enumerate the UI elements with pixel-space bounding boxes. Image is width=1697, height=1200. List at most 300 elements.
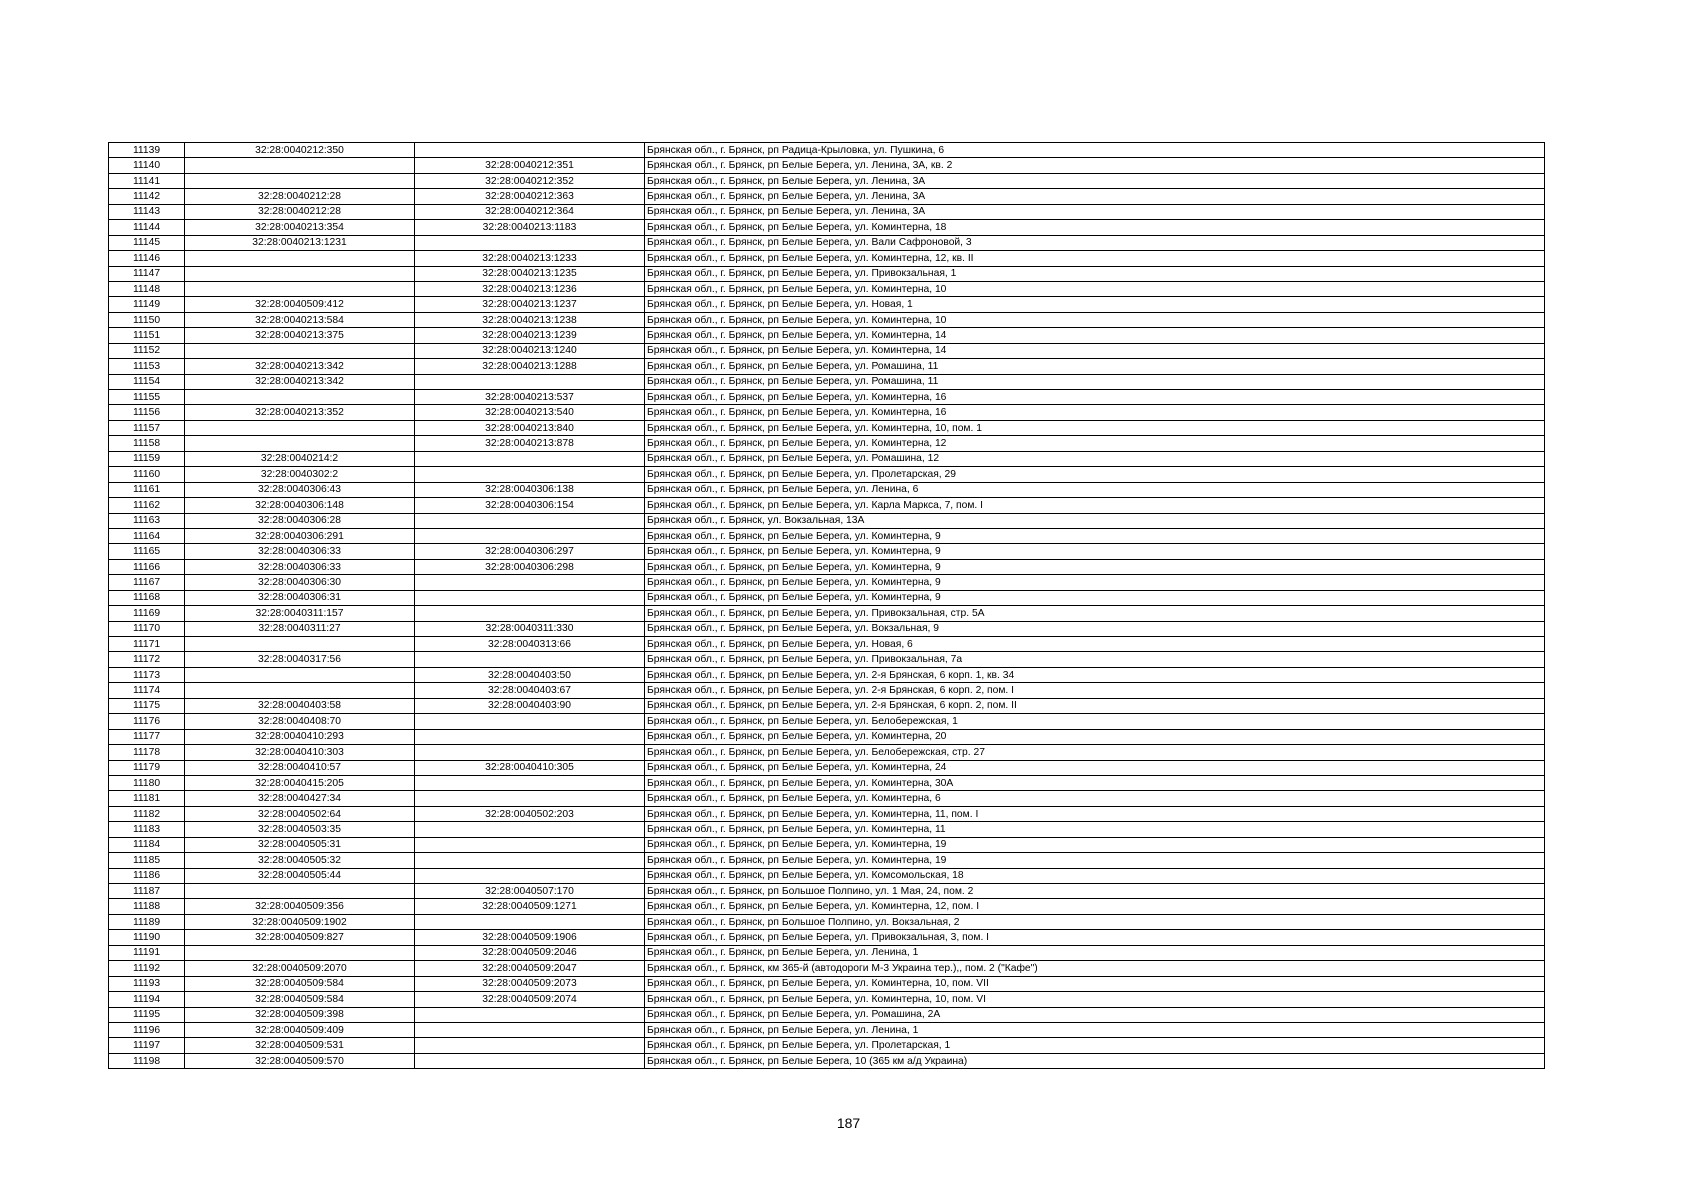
address-cell: Брянская обл., г. Брянск, рп Белые Берега, ул. Ленина, 1	[645, 945, 1545, 960]
table-row	[109, 405, 1545, 420]
building-number-cell	[415, 822, 645, 837]
address-cell: Брянская обл., г. Брянск, рп Большое Полпино, ул. 1 Мая, 24, пом. 2	[645, 884, 1545, 899]
row-number-cell: 11161	[109, 482, 185, 497]
row-number-cell: 11171	[109, 637, 185, 652]
table-row	[109, 714, 1545, 729]
land-parcel-number-cell: 32:28:0040503:35	[185, 822, 415, 837]
address-cell: Брянская обл., г. Брянск, рп Белые Берега, ул. Ленина, 3А	[645, 189, 1545, 204]
table-row	[109, 775, 1545, 790]
address-cell: Брянская обл., г. Брянск, рп Белые Берега, ул. Пролетарская, 1	[645, 1038, 1545, 1053]
address-cell: Брянская обл., г. Брянск, рп Белые Берега, ул. Коминтерна, 10	[645, 312, 1545, 327]
address-cell: Брянская обл., г. Брянск, рп Белые Берега, ул. Ромашина, 11	[645, 374, 1545, 389]
address-cell: Брянская обл., г. Брянск, рп Белые Берега, ул. Новая, 6	[645, 637, 1545, 652]
row-number-cell: 11182	[109, 806, 185, 821]
address-cell: Брянская обл., г. Брянск, рп Белые Берега, ул. Коминтерна, 14	[645, 328, 1545, 343]
registry-table-body	[109, 143, 1545, 1069]
building-number-cell: 32:28:0040306:154	[415, 498, 645, 513]
land-parcel-number-cell: 32:28:0040509:356	[185, 899, 415, 914]
row-number-cell: 11186	[109, 868, 185, 883]
land-parcel-number-cell: 32:28:0040410:303	[185, 745, 415, 760]
row-number-cell: 11188	[109, 899, 185, 914]
land-parcel-number-cell: 32:28:0040302:2	[185, 467, 415, 482]
land-parcel-number-cell: 32:28:0040213:1231	[185, 235, 415, 250]
table-row	[109, 760, 1545, 775]
address-cell: Брянская обл., г. Брянск, рп Белые Берега, ул. Ленина, 3А	[645, 204, 1545, 219]
row-number-cell: 11176	[109, 714, 185, 729]
table-row	[109, 822, 1545, 837]
land-parcel-number-cell: 32:28:0040509:584	[185, 992, 415, 1007]
table-row	[109, 328, 1545, 343]
building-number-cell: 32:28:0040306:297	[415, 544, 645, 559]
table-row	[109, 621, 1545, 636]
row-number-cell: 11174	[109, 683, 185, 698]
address-cell: Брянская обл., г. Брянск, рп Белые Берега, ул. Карла Маркса, 7, пом. I	[645, 498, 1545, 513]
table-row	[109, 467, 1545, 482]
address-cell: Брянская обл., г. Брянск, рп Белые Берега, ул. Коминтерна, 11	[645, 822, 1545, 837]
row-number-cell: 11141	[109, 173, 185, 188]
address-cell: Брянская обл., г. Брянск, рп Белые Берега, ул. Коминтерна, 24	[645, 760, 1545, 775]
row-number-cell: 11178	[109, 745, 185, 760]
building-number-cell: 32:28:0040403:67	[415, 683, 645, 698]
land-parcel-number-cell: 32:28:0040509:531	[185, 1038, 415, 1053]
building-number-cell: 32:28:0040403:50	[415, 667, 645, 682]
table-row	[109, 683, 1545, 698]
land-parcel-number-cell: 32:28:0040212:28	[185, 189, 415, 204]
address-cell: Брянская обл., г. Брянск, рп Белые Берега, ул. Коминтерна, 12, пом. I	[645, 899, 1545, 914]
land-parcel-number-cell: 32:28:0040509:827	[185, 930, 415, 945]
building-number-cell	[415, 745, 645, 760]
land-parcel-number-cell	[185, 884, 415, 899]
building-number-cell: 32:28:0040213:1236	[415, 281, 645, 296]
table-row	[109, 1022, 1545, 1037]
address-cell: Брянская обл., г. Брянск, рп Белые Берега, ул. Коминтерна, 9	[645, 575, 1545, 590]
land-parcel-number-cell	[185, 683, 415, 698]
land-parcel-number-cell	[185, 667, 415, 682]
address-cell: Брянская обл., г. Брянск, рп Белые Берега, ул. Коминтерна, 14	[645, 343, 1545, 358]
row-number-cell: 11139	[109, 143, 185, 158]
row-number-cell: 11153	[109, 359, 185, 374]
table-row	[109, 220, 1545, 235]
building-number-cell: 32:28:0040502:203	[415, 806, 645, 821]
row-number-cell: 11196	[109, 1022, 185, 1037]
building-number-cell: 32:28:0040213:537	[415, 390, 645, 405]
building-number-cell: 32:28:0040212:364	[415, 204, 645, 219]
building-number-cell	[415, 1053, 645, 1068]
address-cell: Брянская обл., г. Брянск, рп Большое Полпино, ул. Вокзальная, 2	[645, 914, 1545, 929]
table-row	[109, 359, 1545, 374]
building-number-cell: 32:28:0040509:2073	[415, 976, 645, 991]
land-parcel-number-cell: 32:28:0040410:57	[185, 760, 415, 775]
row-number-cell: 11145	[109, 235, 185, 250]
table-row	[109, 281, 1545, 296]
table-row	[109, 961, 1545, 976]
land-parcel-number-cell	[185, 158, 415, 173]
page-number: 187	[836, 1115, 861, 1131]
table-row	[109, 559, 1545, 574]
row-number-cell: 11187	[109, 884, 185, 899]
row-number-cell: 11168	[109, 590, 185, 605]
row-number-cell: 11169	[109, 606, 185, 621]
address-cell: Брянская обл., г. Брянск, рп Белые Берега, ул. Комсомольская, 18	[645, 868, 1545, 883]
land-parcel-number-cell: 32:28:0040509:1902	[185, 914, 415, 929]
building-number-cell	[415, 652, 645, 667]
address-cell: Брянская обл., г. Брянск, рп Белые Берега, ул. Ромашина, 11	[645, 359, 1545, 374]
row-number-cell: 11185	[109, 853, 185, 868]
building-number-cell: 32:28:0040213:1183	[415, 220, 645, 235]
table-row	[109, 482, 1545, 497]
address-cell: Брянская обл., г. Брянск, рп Белые Берега, ул. Коминтерна, 10	[645, 281, 1545, 296]
table-row	[109, 729, 1545, 744]
land-parcel-number-cell: 32:28:0040505:44	[185, 868, 415, 883]
row-number-cell: 11172	[109, 652, 185, 667]
address-cell: Брянская обл., г. Брянск, рп Белые Берега, ул. Пролетарская, 29	[645, 467, 1545, 482]
land-parcel-number-cell: 32:28:0040306:291	[185, 528, 415, 543]
address-cell: Брянская обл., г. Брянск, рп Белые Берега, ул. Коминтерна, 18	[645, 220, 1545, 235]
land-parcel-number-cell: 32:28:0040213:342	[185, 374, 415, 389]
land-parcel-number-cell: 32:28:0040306:30	[185, 575, 415, 590]
land-parcel-number-cell: 32:28:0040212:350	[185, 143, 415, 158]
table-row	[109, 528, 1545, 543]
land-parcel-number-cell: 32:28:0040306:33	[185, 544, 415, 559]
table-row	[109, 575, 1545, 590]
land-parcel-number-cell	[185, 173, 415, 188]
row-number-cell: 11165	[109, 544, 185, 559]
land-parcel-number-cell	[185, 266, 415, 281]
land-parcel-number-cell: 32:28:0040214:2	[185, 451, 415, 466]
row-number-cell: 11181	[109, 791, 185, 806]
building-number-cell: 32:28:0040213:878	[415, 436, 645, 451]
address-cell: Брянская обл., г. Брянск, рп Белые Берега, ул. Ленина, 1	[645, 1022, 1545, 1037]
address-cell: Брянская обл., г. Брянск, рп Белые Берега, ул. Коминтерна, 6	[645, 791, 1545, 806]
building-number-cell	[415, 235, 645, 250]
building-number-cell: 32:28:0040403:90	[415, 698, 645, 713]
address-cell: Брянская обл., г. Брянск, рп Белые Берега, ул. Коминтерна, 11, пом. I	[645, 806, 1545, 821]
row-number-cell: 11152	[109, 343, 185, 358]
row-number-cell: 11164	[109, 528, 185, 543]
land-parcel-number-cell: 32:28:0040212:28	[185, 204, 415, 219]
row-number-cell: 11146	[109, 251, 185, 266]
building-number-cell: 32:28:0040213:1237	[415, 297, 645, 312]
address-cell: Брянская обл., г. Брянск, рп Белые Берега, ул. Ромашина, 12	[645, 451, 1545, 466]
address-cell: Брянская обл., г. Брянск, рп Белые Берега, ул. Привокзальная, стр. 5А	[645, 606, 1545, 621]
table-row	[109, 312, 1545, 327]
row-number-cell: 11147	[109, 266, 185, 281]
row-number-cell: 11170	[109, 621, 185, 636]
land-parcel-number-cell: 32:28:0040427:34	[185, 791, 415, 806]
row-number-cell: 11175	[109, 698, 185, 713]
building-number-cell: 32:28:0040311:330	[415, 621, 645, 636]
table-row	[109, 791, 1545, 806]
land-parcel-number-cell	[185, 251, 415, 266]
address-cell: Брянская обл., г. Брянск, рп Белые Берега, ул. Коминтерна, 19	[645, 837, 1545, 852]
address-cell: Брянская обл., г. Брянск, рп Радица-Крыловка, ул. Пушкина, 6	[645, 143, 1545, 158]
building-number-cell: 32:28:0040212:351	[415, 158, 645, 173]
table-row	[109, 143, 1545, 158]
address-cell: Брянская обл., г. Брянск, рп Белые Берега, ул. 2-я Брянская, 6 корп. 2, пом. II	[645, 698, 1545, 713]
building-number-cell: 32:28:0040213:1233	[415, 251, 645, 266]
table-row	[109, 806, 1545, 821]
table-row	[109, 451, 1545, 466]
address-cell: Брянская обл., г. Брянск, рп Белые Берега, ул. Коминтерна, 10, пом. 1	[645, 420, 1545, 435]
row-number-cell: 11160	[109, 467, 185, 482]
land-parcel-number-cell: 32:28:0040213:375	[185, 328, 415, 343]
building-number-cell: 32:28:0040212:352	[415, 173, 645, 188]
land-parcel-number-cell: 32:28:0040306:43	[185, 482, 415, 497]
land-parcel-number-cell: 32:28:0040509:584	[185, 976, 415, 991]
address-cell: Брянская обл., г. Брянск, рп Белые Берега, 10 (365 км а/д Украина)	[645, 1053, 1545, 1068]
address-cell: Брянская обл., г. Брянск, рп Белые Берега, ул. Вали Сафроновой, 3	[645, 235, 1545, 250]
row-number-cell: 11163	[109, 513, 185, 528]
address-cell: Брянская обл., г. Брянск, рп Белые Берега, ул. Коминтерна, 12	[645, 436, 1545, 451]
building-number-cell	[415, 590, 645, 605]
building-number-cell: 32:28:0040313:66	[415, 637, 645, 652]
building-number-cell: 32:28:0040306:298	[415, 559, 645, 574]
row-number-cell: 11195	[109, 1007, 185, 1022]
building-number-cell: 32:28:0040507:170	[415, 884, 645, 899]
address-cell: Брянская обл., г. Брянск, км 365-й (автодороги М-3 Украина тер.),, пом. 2 ("Кафе")	[645, 961, 1545, 976]
row-number-cell: 11189	[109, 914, 185, 929]
building-number-cell	[415, 575, 645, 590]
table-row	[109, 884, 1545, 899]
address-cell: Брянская обл., г. Брянск, рп Белые Берега, ул. Вокзальная, 9	[645, 621, 1545, 636]
row-number-cell: 11198	[109, 1053, 185, 1068]
address-cell: Брянская обл., г. Брянск, рп Белые Берега, ул. Коминтерна, 20	[645, 729, 1545, 744]
land-parcel-number-cell: 32:28:0040306:33	[185, 559, 415, 574]
building-number-cell: 32:28:0040213:1235	[415, 266, 645, 281]
land-parcel-number-cell: 32:28:0040505:32	[185, 853, 415, 868]
building-number-cell	[415, 528, 645, 543]
row-number-cell: 11151	[109, 328, 185, 343]
land-parcel-number-cell: 32:28:0040509:412	[185, 297, 415, 312]
building-number-cell	[415, 467, 645, 482]
table-row	[109, 297, 1545, 312]
land-parcel-number-cell: 32:28:0040306:148	[185, 498, 415, 513]
building-number-cell	[415, 1007, 645, 1022]
building-number-cell	[415, 451, 645, 466]
table-row	[109, 158, 1545, 173]
row-number-cell: 11179	[109, 760, 185, 775]
table-row	[109, 251, 1545, 266]
land-parcel-number-cell: 32:28:0040317:56	[185, 652, 415, 667]
table-row	[109, 173, 1545, 188]
building-number-cell	[415, 513, 645, 528]
row-number-cell: 11192	[109, 961, 185, 976]
row-number-cell: 11162	[109, 498, 185, 513]
land-parcel-number-cell: 32:28:0040306:31	[185, 590, 415, 605]
table-row	[109, 868, 1545, 883]
address-cell: Брянская обл., г. Брянск, рп Белые Берега, ул. Белобережская, стр. 27	[645, 745, 1545, 760]
land-parcel-number-cell: 32:28:0040306:28	[185, 513, 415, 528]
table-row	[109, 204, 1545, 219]
table-row	[109, 436, 1545, 451]
table-row	[109, 513, 1545, 528]
table-row	[109, 853, 1545, 868]
address-cell: Брянская обл., г. Брянск, рп Белые Берега, ул. Коминтерна, 9	[645, 544, 1545, 559]
land-parcel-number-cell	[185, 281, 415, 296]
cadastral-registry-table	[108, 142, 1545, 1069]
land-parcel-number-cell: 32:28:0040403:58	[185, 698, 415, 713]
building-number-cell: 32:28:0040306:138	[415, 482, 645, 497]
table-row	[109, 976, 1545, 991]
table-row	[109, 930, 1545, 945]
address-cell: Брянская обл., г. Брянск, рп Белые Берега, ул. 2-я Брянская, 6 корп. 2, пом. I	[645, 683, 1545, 698]
row-number-cell: 11167	[109, 575, 185, 590]
row-number-cell: 11144	[109, 220, 185, 235]
row-number-cell: 11142	[109, 189, 185, 204]
land-parcel-number-cell: 32:28:0040213:354	[185, 220, 415, 235]
row-number-cell: 11197	[109, 1038, 185, 1053]
table-row	[109, 606, 1545, 621]
land-parcel-number-cell: 32:28:0040509:398	[185, 1007, 415, 1022]
row-number-cell: 11149	[109, 297, 185, 312]
table-row	[109, 745, 1545, 760]
table-row	[109, 590, 1545, 605]
table-row	[109, 544, 1545, 559]
land-parcel-number-cell	[185, 637, 415, 652]
row-number-cell: 11191	[109, 945, 185, 960]
table-row	[109, 235, 1545, 250]
building-number-cell: 32:28:0040213:1238	[415, 312, 645, 327]
building-number-cell: 32:28:0040509:1271	[415, 899, 645, 914]
land-parcel-number-cell: 32:28:0040408:70	[185, 714, 415, 729]
land-parcel-number-cell: 32:28:0040311:27	[185, 621, 415, 636]
table-row	[109, 652, 1545, 667]
building-number-cell	[415, 1038, 645, 1053]
building-number-cell	[415, 374, 645, 389]
table-row	[109, 945, 1545, 960]
address-cell: Брянская обл., г. Брянск, рп Белые Берега, ул. Коминтерна, 12, кв. II	[645, 251, 1545, 266]
row-number-cell: 11190	[109, 930, 185, 945]
table-row	[109, 189, 1545, 204]
table-row	[109, 1007, 1545, 1022]
row-number-cell: 11193	[109, 976, 185, 991]
address-cell: Брянская обл., г. Брянск, рп Белые Берега, ул. Коминтерна, 19	[645, 853, 1545, 868]
address-cell: Брянская обл., г. Брянск, рп Белые Берега, ул. Ленина, 3А, кв. 2	[645, 158, 1545, 173]
row-number-cell: 11158	[109, 436, 185, 451]
building-number-cell	[415, 791, 645, 806]
building-number-cell	[415, 606, 645, 621]
land-parcel-number-cell: 32:28:0040410:293	[185, 729, 415, 744]
land-parcel-number-cell: 32:28:0040213:584	[185, 312, 415, 327]
building-number-cell: 32:28:0040509:2046	[415, 945, 645, 960]
row-number-cell: 11194	[109, 992, 185, 1007]
land-parcel-number-cell: 32:28:0040213:352	[185, 405, 415, 420]
address-cell: Брянская обл., г. Брянск, рп Белые Берега, ул. Привокзальная, 3, пом. I	[645, 930, 1545, 945]
row-number-cell: 11143	[109, 204, 185, 219]
address-cell: Брянская обл., г. Брянск, рп Белые Берега, ул. Коминтерна, 16	[645, 390, 1545, 405]
row-number-cell: 11156	[109, 405, 185, 420]
building-number-cell	[415, 1022, 645, 1037]
address-cell: Брянская обл., г. Брянск, рп Белые Берега, ул. Ленина, 6	[645, 482, 1545, 497]
row-number-cell: 11159	[109, 451, 185, 466]
address-cell: Брянская обл., г. Брянск, рп Белые Берега, ул. Ленина, 3А	[645, 173, 1545, 188]
building-number-cell: 32:28:0040213:1240	[415, 343, 645, 358]
building-number-cell	[415, 914, 645, 929]
address-cell: Брянская обл., г. Брянск, рп Белые Берега, ул. Коминтерна, 30А	[645, 775, 1545, 790]
address-cell: Брянская обл., г. Брянск, рп Белые Берега, ул. Новая, 1	[645, 297, 1545, 312]
building-number-cell: 32:28:0040212:363	[415, 189, 645, 204]
table-row	[109, 1053, 1545, 1068]
table-row	[109, 1038, 1545, 1053]
row-number-cell: 11150	[109, 312, 185, 327]
row-number-cell: 11177	[109, 729, 185, 744]
table-row	[109, 390, 1545, 405]
building-number-cell	[415, 868, 645, 883]
land-parcel-number-cell: 32:28:0040505:31	[185, 837, 415, 852]
table-row	[109, 266, 1545, 281]
building-number-cell: 32:28:0040410:305	[415, 760, 645, 775]
table-row	[109, 667, 1545, 682]
land-parcel-number-cell: 32:28:0040311:157	[185, 606, 415, 621]
table-row	[109, 899, 1545, 914]
table-row	[109, 637, 1545, 652]
building-number-cell	[415, 143, 645, 158]
address-cell: Брянская обл., г. Брянск, рп Белые Берега, ул. Коминтерна, 16	[645, 405, 1545, 420]
building-number-cell: 32:28:0040213:1239	[415, 328, 645, 343]
row-number-cell: 11157	[109, 420, 185, 435]
address-cell: Брянская обл., г. Брянск, рп Белые Берега, ул. Привокзальная, 1	[645, 266, 1545, 281]
table-row	[109, 837, 1545, 852]
address-cell: Брянская обл., г. Брянск, рп Белые Берега, ул. Коминтерна, 9	[645, 528, 1545, 543]
building-number-cell	[415, 853, 645, 868]
row-number-cell: 11173	[109, 667, 185, 682]
address-cell: Брянская обл., г. Брянск, рп Белые Берега, ул. Коминтерна, 9	[645, 559, 1545, 574]
row-number-cell: 11140	[109, 158, 185, 173]
table-row	[109, 420, 1545, 435]
building-number-cell	[415, 729, 645, 744]
building-number-cell: 32:28:0040213:840	[415, 420, 645, 435]
building-number-cell	[415, 775, 645, 790]
table-row	[109, 374, 1545, 389]
table-row	[109, 498, 1545, 513]
table-row	[109, 914, 1545, 929]
building-number-cell: 32:28:0040213:1288	[415, 359, 645, 374]
building-number-cell: 32:28:0040509:1906	[415, 930, 645, 945]
building-number-cell	[415, 714, 645, 729]
building-number-cell: 32:28:0040509:2074	[415, 992, 645, 1007]
table-row	[109, 992, 1545, 1007]
building-number-cell: 32:28:0040509:2047	[415, 961, 645, 976]
land-parcel-number-cell	[185, 390, 415, 405]
address-cell: Брянская обл., г. Брянск, рп Белые Берега, ул. Белобережская, 1	[645, 714, 1545, 729]
land-parcel-number-cell: 32:28:0040509:2070	[185, 961, 415, 976]
row-number-cell: 11148	[109, 281, 185, 296]
land-parcel-number-cell: 32:28:0040502:64	[185, 806, 415, 821]
land-parcel-number-cell: 32:28:0040509:570	[185, 1053, 415, 1068]
building-number-cell	[415, 837, 645, 852]
address-cell: Брянская обл., г. Брянск, рп Белые Берега, ул. Коминтерна, 10, пом. VI	[645, 992, 1545, 1007]
address-cell: Брянская обл., г. Брянск, рп Белые Берега, ул. Привокзальная, 7а	[645, 652, 1545, 667]
land-parcel-number-cell: 32:28:0040415:205	[185, 775, 415, 790]
land-parcel-number-cell	[185, 436, 415, 451]
address-cell: Брянская обл., г. Брянск, рп Белые Берега, ул. Коминтерна, 9	[645, 590, 1545, 605]
land-parcel-number-cell	[185, 420, 415, 435]
land-parcel-number-cell: 32:28:0040509:409	[185, 1022, 415, 1037]
row-number-cell: 11183	[109, 822, 185, 837]
address-cell: Брянская обл., г. Брянск, рп Белые Берега, ул. Коминтерна, 10, пом. VII	[645, 976, 1545, 991]
land-parcel-number-cell: 32:28:0040213:342	[185, 359, 415, 374]
address-cell: Брянская обл., г. Брянск, рп Белые Берега, ул. 2-я Брянская, 6 корп. 1, кв. 34	[645, 667, 1545, 682]
address-cell: Брянская обл., г. Брянск, рп Белые Берега, ул. Ромашина, 2А	[645, 1007, 1545, 1022]
table-row	[109, 343, 1545, 358]
row-number-cell: 11180	[109, 775, 185, 790]
row-number-cell: 11154	[109, 374, 185, 389]
table-row	[109, 698, 1545, 713]
land-parcel-number-cell	[185, 945, 415, 960]
address-cell: Брянская обл., г. Брянск, ул. Вокзальная, 13А	[645, 513, 1545, 528]
land-parcel-number-cell	[185, 343, 415, 358]
building-number-cell: 32:28:0040213:540	[415, 405, 645, 420]
